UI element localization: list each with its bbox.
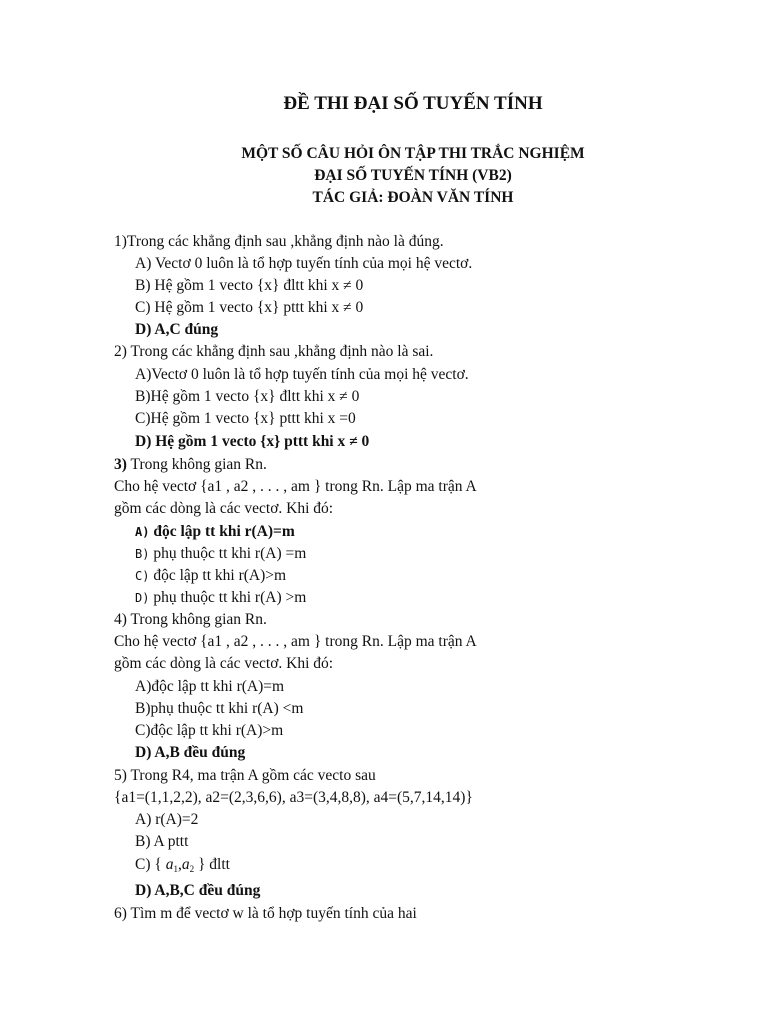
q5-a1-subscript: 1 [173,864,178,874]
document-title: ĐỀ THI ĐẠI SỐ TUYẾN TÍNH [283,93,543,114]
q3-option-c [135,566,286,586]
q2-option-a: A)Vectơ 0 luôn là tổ hợp tuyến tính của mọi hệ vectơ. [135,366,469,383]
q2-option-b: B)Hệ gồm 1 vecto {x} đltt khi x ≠ 0 [135,388,360,405]
q4-option-a: A)độc lập tt khi r(A)=m [135,678,285,695]
q6-stem: 6) Tìm m để vectơ w là tổ hợp tuyến tính của hai [114,905,417,922]
q5-a2-subscript: 2 [189,864,195,874]
q3-option-c-letter: C) [135,569,150,583]
q3-option-b-letter: B) [135,547,150,561]
subtitle-author: TÁC GIẢ: ĐOÀN VĂN TÍNH [312,189,514,206]
q4-option-b: B)phụ thuộc tt khi r(A) <m [135,700,304,717]
q2-option-c: C)Hệ gồm 1 vecto {x} pttt khi x =0 [135,410,356,427]
q3-option-a-text: độc lập tt khi r(A)=m [149,523,295,540]
q5-option-a: A) r(A)=2 [135,811,199,828]
q3-option-d [135,588,306,608]
q3-option-c-text: độc lập tt khi r(A)>m [149,567,287,584]
q4-option-d-answer: D) A,B đều đúng [135,744,246,761]
q5-option-b: B) A pttt [135,833,189,850]
q5-option-d-answer: D) A,B,C đều đúng [135,882,261,899]
q3-option-d-text: phụ thuộc tt khi r(A) >m [149,589,307,606]
q3-option-b [135,544,306,564]
q3-option-a-answer [135,522,295,542]
q1-option-b: B) Hệ gồm 1 vecto {x} đltt khi x ≠ 0 [135,277,364,294]
subtitle-2: ĐẠI SỐ TUYẾN TÍNH (VB2) [314,167,512,184]
q5-option-c-suffix: } đltt [194,856,230,873]
q5-option-c [135,855,230,879]
q2-stem: 2) Trong các khẳng định sau ,khẳng định nào là sai. [114,343,434,360]
q4-stem-line3: gồm các dòng là các vectơ. Khi đó: [114,655,334,672]
q3-stem-line3: gồm các dòng là các vectơ. Khi đó: [114,500,334,517]
q3-number: 3) [114,456,127,473]
q1-option-a: A) Vectơ 0 luôn là tổ hợp tuyến tính của mọi hệ vectơ. [135,255,473,272]
q5-vector-set: {a1=(1,1,2,2), a2=(2,3,6,6), a3=(3,4,8,8), a4=(5,7,14,14)} [114,789,473,806]
q4-stem: 4) Trong không gian Rn. [114,611,267,628]
q3-stem-text: Trong không gian Rn. [126,456,267,473]
q3-option-b-text: phụ thuộc tt khi r(A) =m [149,545,307,562]
q5-a2-symbol: a [181,856,190,873]
q4-option-c: C)độc lập tt khi r(A)>m [135,722,284,739]
q5-option-c-prefix: C) { [135,856,166,873]
q3-option-a-letter: A) [135,525,150,539]
q3-stem [114,455,267,475]
q1-stem: 1)Trong các khẳng định sau ,khẳng định nào là đúng. [114,233,444,250]
q2-option-d-answer: D) Hệ gồm 1 vecto {x} pttt khi x ≠ 0 [135,433,370,450]
q5-a1-symbol: a [165,856,174,873]
q5-comma: , [177,856,182,873]
q4-stem-line2: Cho hệ vectơ {a1 , a2 , . . . , am } trong Rn. Lập ma trận A [114,633,477,650]
q1-option-d-answer: D) A,C đúng [135,321,219,338]
subtitle-1: MỘT SỐ CÂU HỎI ÔN TẬP THI TRẮC NGHIỆM [241,145,585,162]
q3-option-d-letter: D) [135,591,150,605]
q5-stem: 5) Trong R4, ma trận A gồm các vecto sau [114,767,376,784]
q1-option-c: C) Hệ gồm 1 vecto {x} pttt khi x ≠ 0 [135,299,364,316]
q3-stem-line2: Cho hệ vectơ {a1 , a2 , . . . , am } trong Rn. Lập ma trận A [114,478,477,495]
